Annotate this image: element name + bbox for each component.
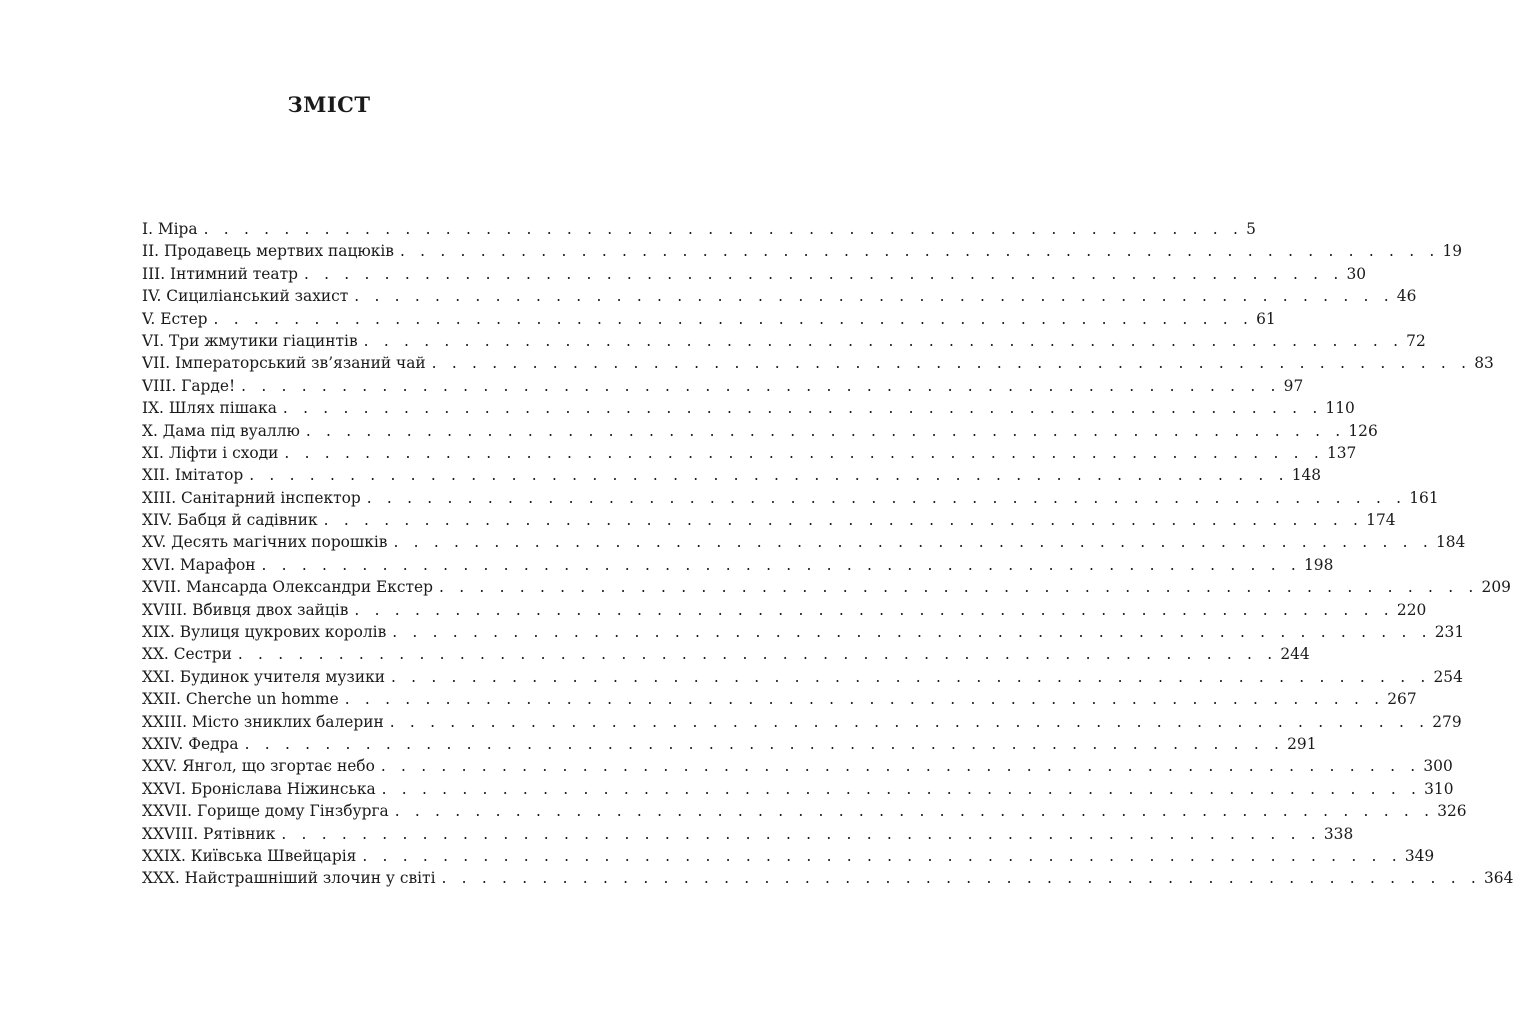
dot-leader: . . . . . . . . . . . . . . . . . . . . . . . . . . . . . . . . . . . . . . . . . . . . . . . . . . . . [381,779,1422,798]
toc-entry-page-number: 5 [1246,220,1256,238]
toc-entry [142,308,1276,330]
toc-entry-page-number: 254 [1433,667,1463,686]
toc-entry [142,531,1466,553]
dot-leader: . . . . . . . . . . . . . . . . . . . . . . . . . . . . . . . . . . . . . . . . . . . . . . . . . . . . [366,488,1407,507]
toc-entry [142,397,1355,419]
toc-entry [142,733,1317,755]
toc-entry-title: VIII. Гарде! [142,376,236,395]
toc-entry [142,218,1256,240]
dot-leader: . . . . . . . . . . . . . . . . . . . . . . . . . . . . . . . . . . . . . . . . . . . . . . . . . . . . [244,734,1285,753]
toc-entry [142,643,1310,665]
toc-entry-title: XXV. Янгол, що згортає небо [142,757,375,776]
dot-leader: . . . . . . . . . . . . . . . . . . . . . . . . . . . . . . . . . . . . . . . . . . . . . . . . . . . . [281,824,1321,843]
toc-entry [142,755,1453,777]
dot-leader: . . . . . . . . . . . . . . . . . . . . . . . . . . . . . . . . . . . . . . . . . . . . . . . . . . . . [399,242,1440,261]
toc-entry-title: XII. Імітатор [142,466,244,485]
dot-leader: . . . . . . . . . . . . . . . . . . . . . . . . . . . . . . . . . . . . . . . . . . . . . . . . . . . . [261,555,1301,574]
toc-entry-page-number: 300 [1423,757,1453,776]
toc-entry-title: V. Естер [142,309,208,328]
dot-leader: . . . . . . . . . . . . . . . . . . . . . . . . . . . . . . . . . . . . . . . . . . . . . . . . . . . . [354,600,1394,619]
toc-entry-page-number: 349 [1404,846,1435,865]
toc-entry [142,509,1396,531]
toc-entry-page-number: 267 [1387,690,1417,709]
toc-entry-page-number: 326 [1437,802,1467,821]
toc-entry-page-number: 364 [1484,869,1513,888]
table-of-contents [142,218,1513,890]
dot-leader: . . . . . . . . . . . . . . . . . . . . . . . . . . . . . . . . . . . . . . . . . . . . . . . . . . . . [390,667,1431,686]
toc-entry-title: XVII. Мансарда Олександри Екстер [142,578,434,597]
toc-entry [142,576,1511,598]
toc-entry-page-number: 174 [1366,511,1396,530]
dot-leader: . . . . . . . . . . . . . . . . . . . . . . . . . . . . . . . . . . . . . . . . . . . . . . . . . . . . [380,757,1421,776]
dot-leader: . . . . . . . . . . . . . . . . . . . . . . . . . . . . . . . . . . . . . . . . . . . . . . . . . . . . [441,869,1482,888]
toc-entry [142,867,1513,889]
toc-entry [142,599,1427,621]
toc-entry [142,263,1367,285]
toc-entry [142,800,1467,822]
dot-leader: . . . . . . . . . . . . . . . . . . . . . . . . . . . . . . . . . . . . . . . . . . . . . . . . . . . . [392,623,1432,642]
dot-leader: . . . . . . . . . . . . . . . . . . . . . . . . . . . . . . . . . . . . . . . . . . . . . . . . . . . . [323,511,1364,530]
toc-entry-page-number: 126 [1348,421,1378,440]
toc-entry [142,621,1465,643]
toc-entry-page-number: 30 [1346,264,1367,283]
toc-entry-page-number: 184 [1435,533,1466,552]
toc-entry-title: VII. Імператорський зв’язаний чай [142,354,426,373]
toc-entry-page-number: 161 [1409,488,1439,507]
toc-entry-page-number: 291 [1287,734,1317,753]
toc-entry-page-number: 338 [1323,824,1354,843]
dot-leader: . . . . . . . . . . . . . . . . . . . . . . . . . . . . . . . . . . . . . . . . . . . . . . . . . . . . [249,466,1289,485]
toc-entry-page-number: 46 [1396,287,1417,306]
toc-entry-title: XXII. Cherche un homme [142,690,339,709]
toc-entry-page-number: 148 [1291,466,1322,485]
toc-entry [142,845,1435,867]
dot-leader: . . . . . . . . . . . . . . . . . . . . . . . . . . . . . . . . . . . . . . . . . . . . . . . . . . . . [362,846,1402,865]
toc-entry-page-number: 83 [1474,354,1494,373]
dot-leader: . . . . . . . . . . . . . . . . . . . . . . . . . . . . . . . . . . . . . . . . . . . . . . . . . . . . [394,802,1435,821]
dot-leader: . . . . . . . . . . . . . . . . . . . . . . . . . . . . . . . . . . . . . . . . . . . . . . . . . . . . [213,309,1254,328]
toc-entry-page-number: 61 [1256,309,1276,328]
toc-entry [142,778,1454,800]
toc-entry [142,666,1463,688]
toc-entry-title: XXVI. Броніслава Ніжинська [142,779,376,798]
toc-entry-title: XX. Сестри [142,645,232,664]
dot-leader: . . . . . . . . . . . . . . . . . . . . . . . . . . . . . . . . . . . . . . . . . . . . . . . . . . . . [241,376,1281,395]
toc-entry-title: XVI. Марафон [142,555,256,574]
toc-entry [142,240,1463,262]
toc-entry-page-number: 19 [1442,242,1463,261]
toc-entry-title: XI. Ліфти і сходи [142,443,279,462]
toc-entry-title: XV. Десять магічних порошків [142,533,388,552]
dot-leader: . . . . . . . . . . . . . . . . . . . . . . . . . . . . . . . . . . . . . . . . . . . . . . . . . . . . [284,443,1324,462]
toc-entry-title: XIV. Бабця й садівник [142,511,318,530]
toc-entry-title: XIII. Санітарний інспектор [142,488,361,507]
dot-leader: . . . . . . . . . . . . . . . . . . . . . . . . . . . . . . . . . . . . . . . . . . . . . . . . . . . . [305,421,1346,440]
toc-entry-title: XIX. Вулиця цукрових королів [142,623,387,642]
toc-entry-title: X. Дама під вуаллю [142,421,300,440]
toc-entry [142,285,1417,307]
dot-leader: . . . . . . . . . . . . . . . . . . . . . . . . . . . . . . . . . . . . . . . . . . . . . . . . . . . . [439,578,1479,597]
dot-leader: . . . . . . . . . . . . . . . . . . . . . . . . . . . . . . . . . . . . . . . . . . . . . . . . . . . . [282,399,1323,418]
toc-entry-title: II. Продавець мертвих пацюків [142,242,394,261]
toc-entry [142,420,1378,442]
dot-leader: . . . . . . . . . . . . . . . . . . . . . . . . . . . . . . . . . . . . . . . . . . . . . . . . . . . . [237,645,1278,664]
toc-entry-title: XXX. Найстрашніший злочин у світі [142,869,436,888]
toc-entry-title: VI. Три жмутики гіацинтів [142,331,358,350]
toc-entry-page-number: 97 [1283,376,1304,395]
toc-entry [142,823,1354,845]
dot-leader: . . . . . . . . . . . . . . . . . . . . . . . . . . . . . . . . . . . . . . . . . . . . . . . . . . . . [363,331,1404,350]
dot-leader: . . . . . . . . . . . . . . . . . . . . . . . . . . . . . . . . . . . . . . . . . . . . . . . . . . . . [389,712,1430,731]
toc-entry [142,711,1462,733]
toc-entry [142,487,1439,509]
toc-entry-title: III. Інтимний театр [142,264,298,283]
dot-leader: . . . . . . . . . . . . . . . . . . . . . . . . . . . . . . . . . . . . . . . . . . . . . . . . . . . . [431,354,1472,373]
toc-entry-title: XXVII. Горище дому Гінзбурга [142,802,389,821]
toc-entry [142,352,1494,374]
toc-entry-title: XXIV. Федра [142,734,239,753]
toc-entry-page-number: 220 [1396,600,1427,619]
toc-entry-page-number: 310 [1424,779,1454,798]
toc-entry-page-number: 279 [1432,712,1462,731]
toc-entry-title: XVIII. Вбивця двох зайців [142,600,349,619]
toc-entry-page-number: 209 [1481,578,1511,597]
dot-leader: . . . . . . . . . . . . . . . . . . . . . . . . . . . . . . . . . . . . . . . . . . . . . . . . . . . . [203,220,1244,238]
dot-leader: . . . . . . . . . . . . . . . . . . . . . . . . . . . . . . . . . . . . . . . . . . . . . . . . . . . . [393,533,1433,552]
toc-entry-page-number: 244 [1280,645,1310,664]
toc-entry-title: XXIX. Київська Швейцарія [142,846,357,865]
toc-entry-title: IX. Шлях пішака [142,399,277,418]
toc-entry [142,442,1357,464]
toc-entry [142,375,1304,397]
toc-entry-page-number: 110 [1325,399,1355,418]
toc-entry-page-number: 137 [1326,443,1357,462]
dot-leader: . . . . . . . . . . . . . . . . . . . . . . . . . . . . . . . . . . . . . . . . . . . . . . . . . . . . [303,264,1344,283]
dot-leader: . . . . . . . . . . . . . . . . . . . . . . . . . . . . . . . . . . . . . . . . . . . . . . . . . . . . [344,690,1385,709]
toc-entry-page-number: 231 [1434,623,1465,642]
toc-entry-page-number: 198 [1303,555,1334,574]
toc-entry [142,464,1322,486]
dot-leader: . . . . . . . . . . . . . . . . . . . . . . . . . . . . . . . . . . . . . . . . . . . . . . . . . . . . [354,287,1394,306]
toc-entry-title: XXIII. Місто зниклих балерин [142,712,384,731]
toc-entry [142,688,1417,710]
toc-entry-title: IV. Сициліанський захист [142,287,349,306]
page-title: ЗМІСТ [287,92,371,117]
toc-entry-page-number: 72 [1406,331,1426,350]
toc-entry [142,554,1334,576]
toc-entry-title: I. Міра [142,220,198,238]
toc-entry [142,330,1426,352]
toc-entry-title: XXVIII. Рятівник [142,824,276,843]
toc-entry-title: XXI. Будинок учителя музики [142,667,385,686]
